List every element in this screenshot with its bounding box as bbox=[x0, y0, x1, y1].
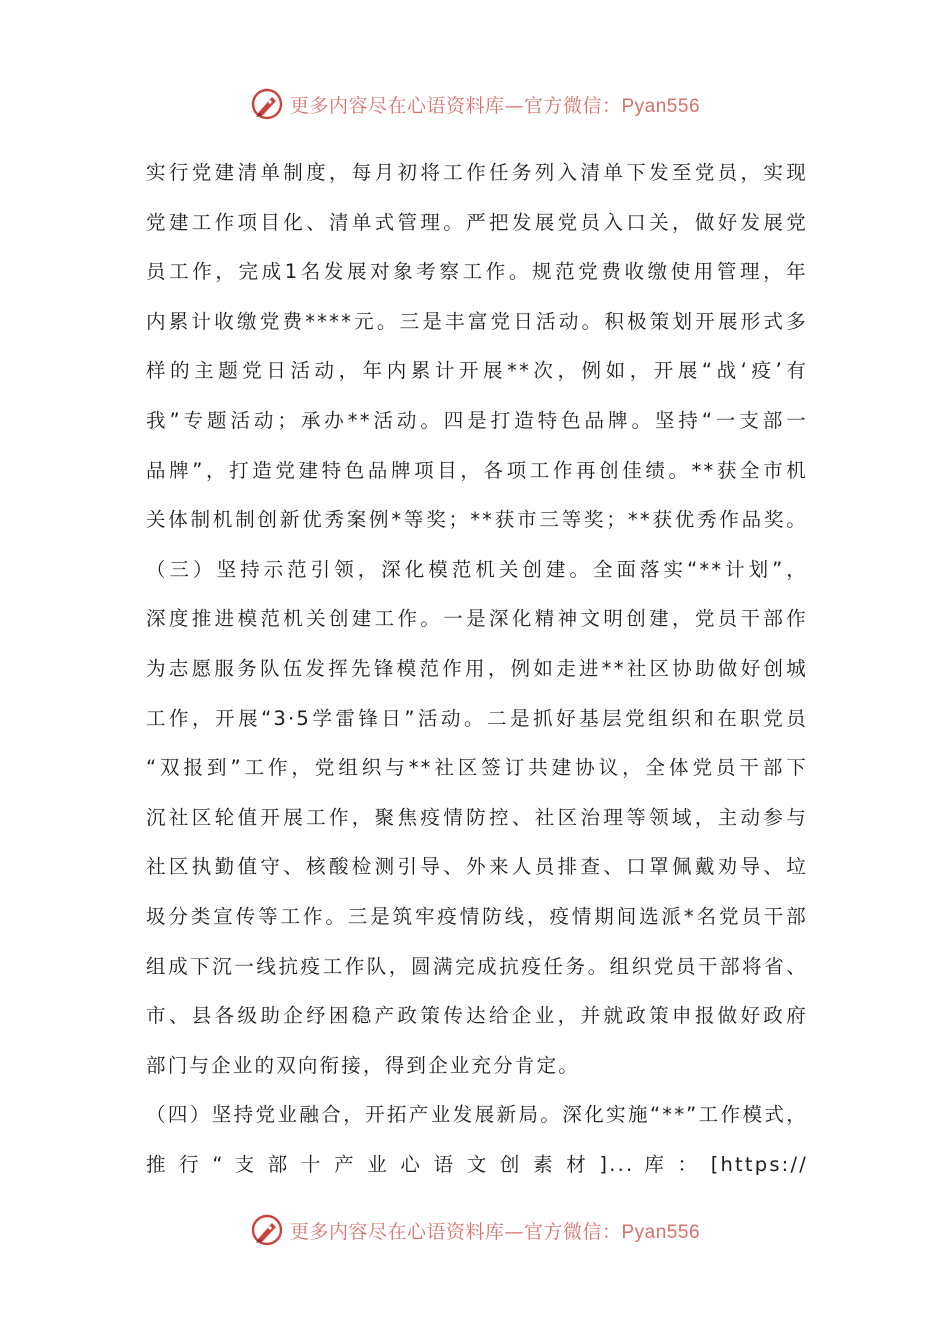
text-line: 推 行 “ 支 部 十 产 业 心 语 文 创 素 材 ]... 库 ： [https:// bbox=[146, 1152, 808, 1176]
pen-nib-icon bbox=[250, 1213, 284, 1247]
text-line: 深度推进模范机关创建工作。一是深化精神文明创建，党员干部作 bbox=[146, 607, 808, 631]
text-line: （三）坚持示范引领，深化模范机关创建。全面落实“**计划”， bbox=[146, 557, 808, 581]
text-line: 工作，开展“3·5学雷锋日”活动。二是抓好基层党组织和在职党员 bbox=[146, 706, 808, 730]
text-line: “双报到”工作，党组织与**社区签订共建协议，全体党员干部下 bbox=[146, 756, 808, 780]
text-line: 为志愿服务队伍发挥先锋模范作用，例如走进**社区协助做好创城 bbox=[146, 656, 808, 680]
text-line: 实行党建清单制度，每月初将工作任务列入清单下发至党员，实现 bbox=[146, 161, 808, 184]
text-line: 部门与企业的双向衔接，得到企业充分肯定。 bbox=[146, 1053, 581, 1077]
text-line: 沉社区轮值开展工作，聚焦疫情防控、社区治理等领域，主动参与 bbox=[146, 805, 808, 829]
pen-nib-icon bbox=[250, 87, 284, 121]
watermark-text: 更多内容尽在心语资料库—官方微信：Pyan556 bbox=[289, 1220, 701, 1243]
text-line: 品牌”，打造党建特色品牌项目，各项工作再创佳绩。**获全市机 bbox=[146, 458, 808, 482]
text-line: 圾分类宣传等工作。三是筑牢疫情防线，疫情期间选派*名党员干部 bbox=[146, 904, 808, 928]
text-line: 我”专题活动；承办**活动。四是打造特色品牌。坚持“一支部一 bbox=[146, 408, 808, 432]
text-line: 关体制机制创新优秀案例*等奖；**获市三等奖；**获优秀作品奖。 bbox=[146, 508, 808, 532]
text-line: （四）坚持党业融合，开拓产业发展新局。深化实施“**”工作模式， bbox=[146, 1103, 808, 1127]
text-line: 员工作，完成1名发展对象考察工作。规范党费收缴使用管理，年 bbox=[146, 260, 808, 284]
text-line: 社区执勤值守、核酸检测引导、外来人员排查、口罩佩戴劝导、垃 bbox=[146, 855, 808, 879]
text-line: 党建工作项目化、清单式管理。严把发展党员入口关，做好发展党 bbox=[146, 210, 808, 234]
footer-watermark bbox=[0, 1210, 950, 1250]
text-line: 市、县各级助企纾困稳产政策传达给企业，并就政策申报做好政府 bbox=[146, 1004, 808, 1028]
text-line: 样的主题党日活动，年内累计开展**次，例如，开展“战‘疫’有 bbox=[146, 359, 808, 383]
document-body bbox=[146, 148, 808, 1189]
header-watermark bbox=[0, 84, 950, 124]
wechat-id: Pyan556 bbox=[621, 1221, 701, 1243]
watermark-text: 更多内容尽在心语资料库—官方微信：Pyan556 bbox=[289, 94, 701, 117]
wechat-id: Pyan556 bbox=[621, 95, 701, 117]
text-line: 组成下沉一线抗疫工作队，圆满完成抗疫任务。组织党员干部将省、 bbox=[146, 954, 808, 978]
text-line: 内累计收缴党费****元。三是丰富党日活动。积极策划开展形式多 bbox=[146, 309, 808, 333]
